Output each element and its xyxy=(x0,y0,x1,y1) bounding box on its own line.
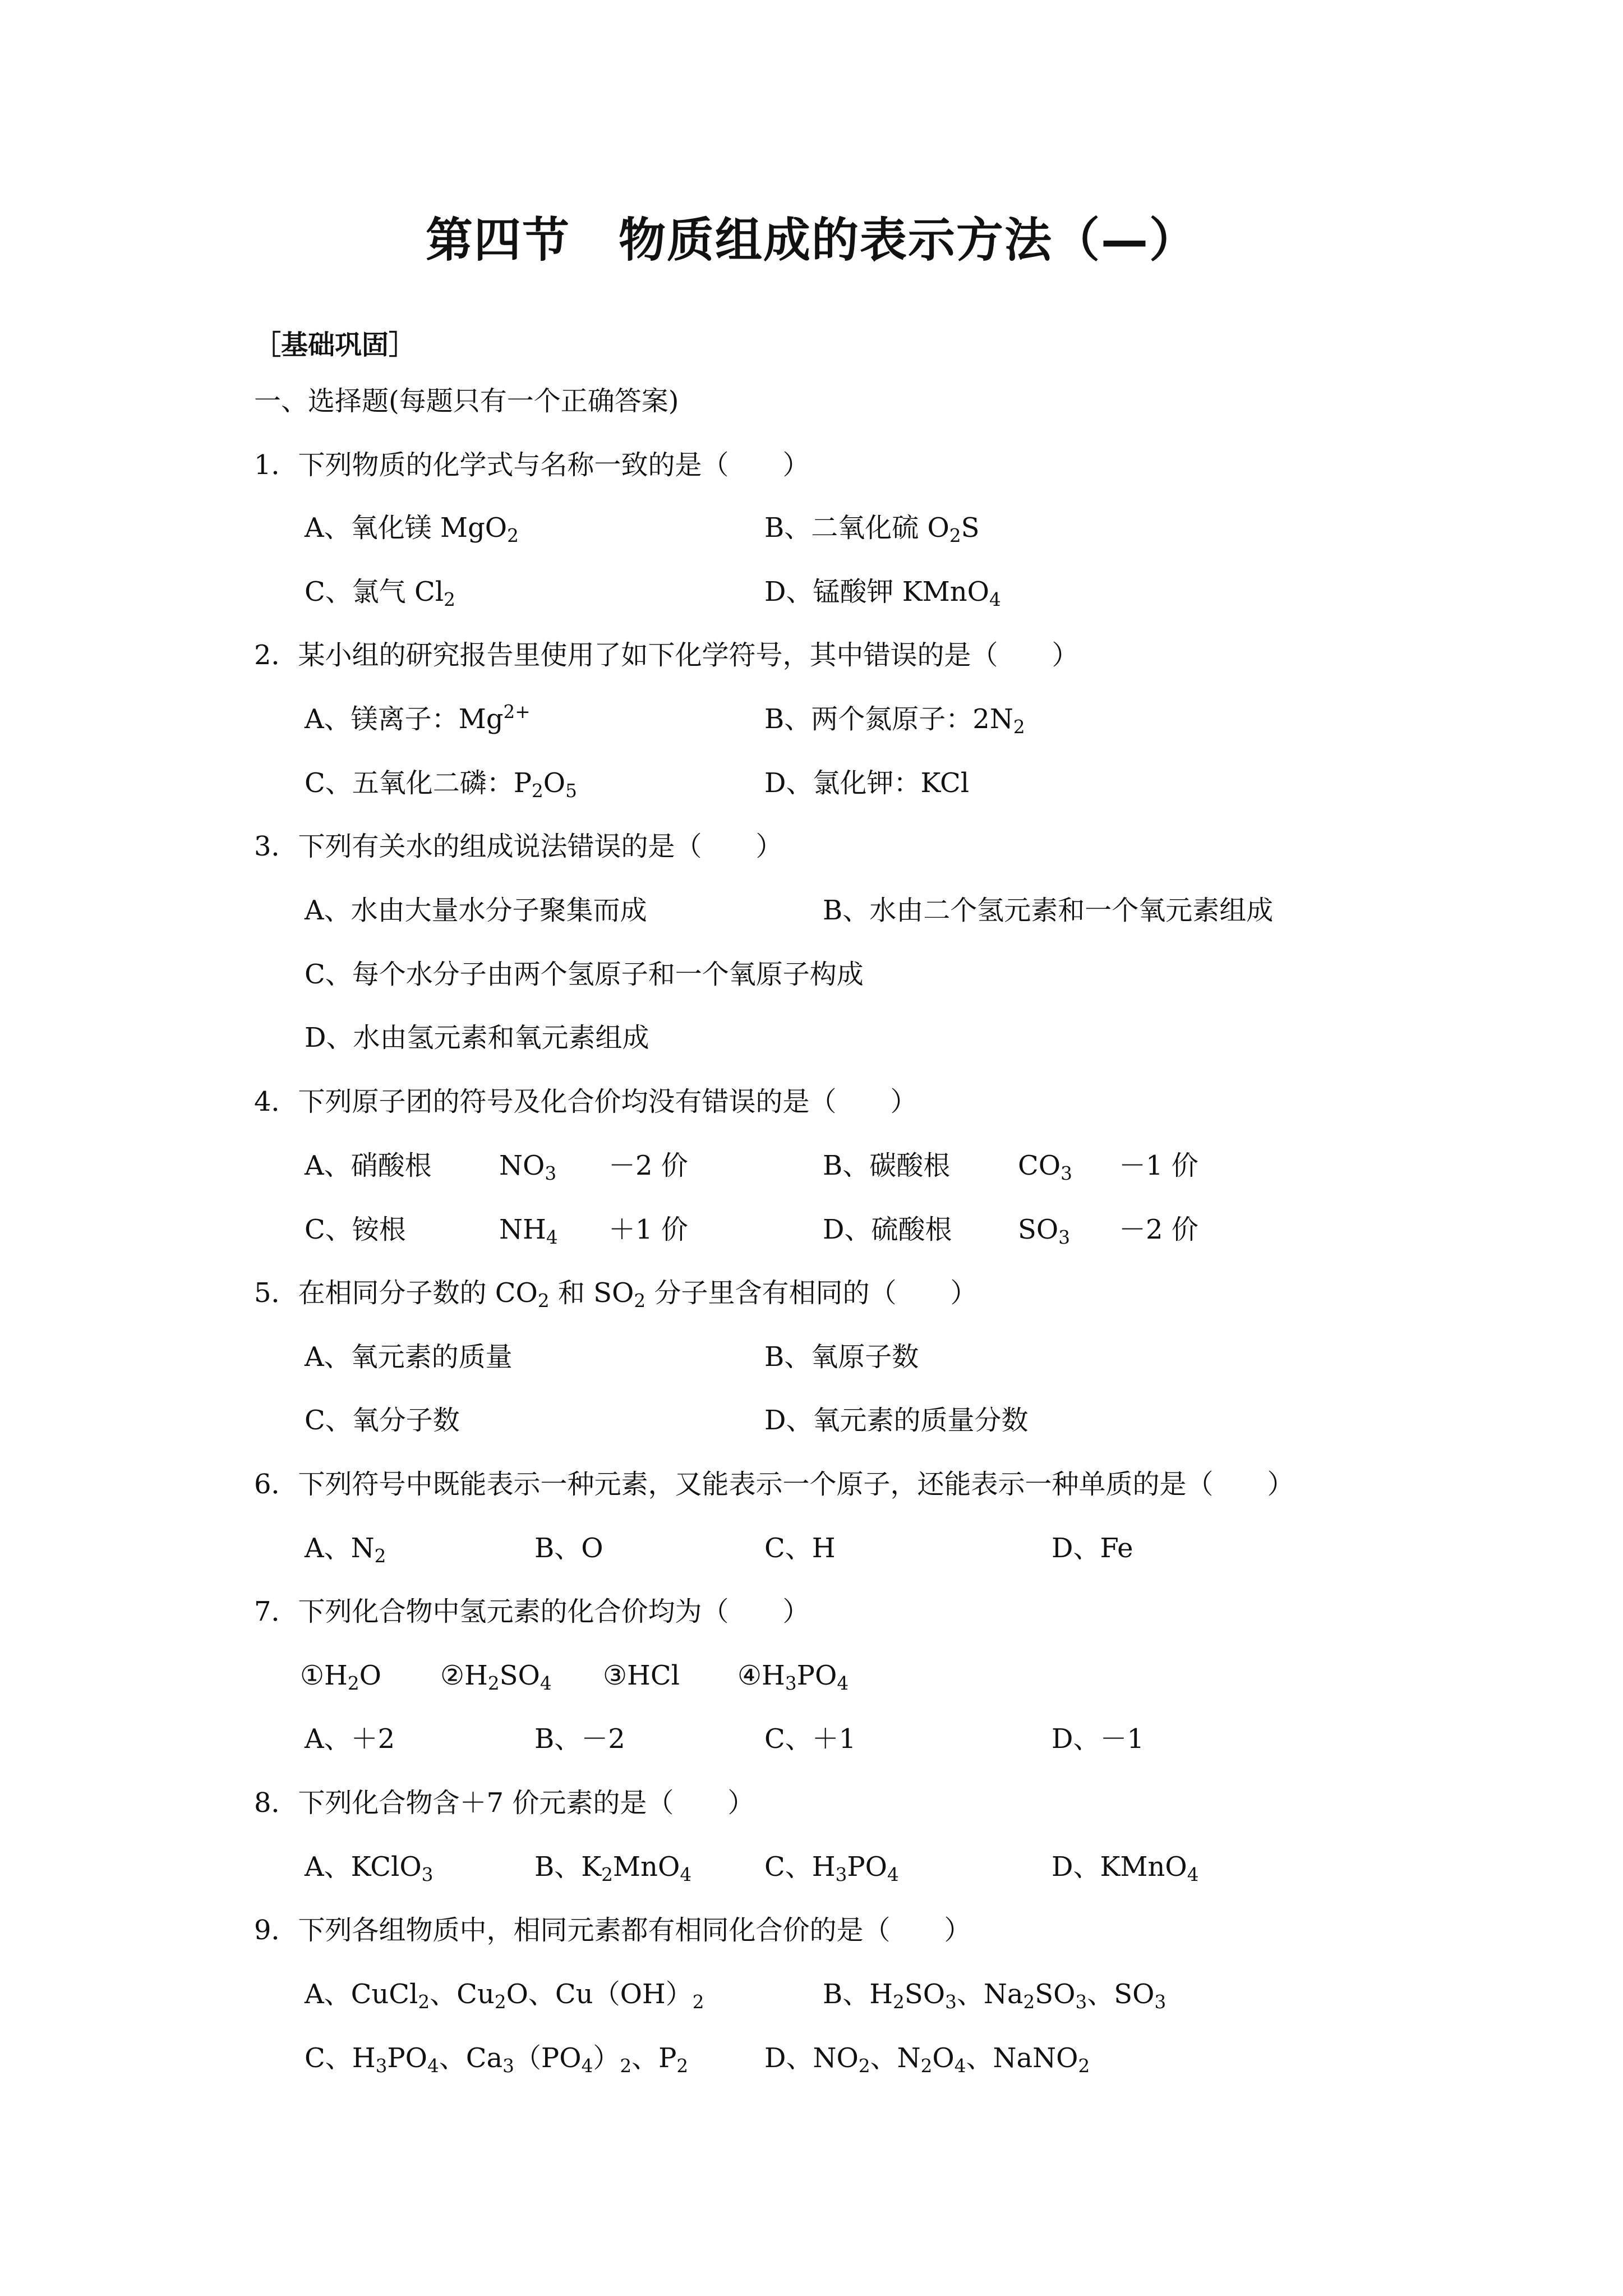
question-1-option-b: B、二氧化硫 $O_2S$ xyxy=(764,512,980,547)
question-2-option-b: B、两个氮原子：$2N_2$ xyxy=(764,703,1025,738)
question-8-option-c: C、$H_3PO_4$ xyxy=(764,1851,899,1886)
question-7-compound-4: $④H_3PO_4$ xyxy=(737,1660,849,1695)
question-2-option-c: C、五氧化二磷：$P_2O_5$ xyxy=(305,767,577,802)
question-7-compound-1: $①H_2O$ xyxy=(300,1660,382,1695)
question-4-option-a-name: A、硝酸根 xyxy=(305,1150,432,1181)
question-4-option-d-valence: －2 价 xyxy=(1119,1214,1198,1245)
question-4-option-b-valence: －1 价 xyxy=(1119,1150,1198,1181)
question-7-option-d: D、－1 xyxy=(1052,1723,1145,1755)
question-4-option-b-name: B、碳酸根 xyxy=(823,1150,951,1181)
question-4-option-d-formula: $SO_3$ xyxy=(1018,1214,1070,1249)
question-7-option-a: A、＋2 xyxy=(305,1723,395,1755)
question-4-stem: 4．下列原子团的符号及化合价均没有错误的是（ ） xyxy=(254,1086,917,1117)
question-4-option-a-valence: －2 价 xyxy=(608,1150,688,1181)
question-7-stem: 7．下列化合物中氢元素的化合价均为（ ） xyxy=(254,1596,810,1627)
question-3-option-a: A、水由大量水分子聚集而成 xyxy=(305,895,647,926)
question-2-option-a: A、镁离子：$Mg^{2+}$ xyxy=(305,701,531,735)
question-8-option-a: A、KClO$_3$ xyxy=(305,1851,434,1886)
question-9-option-c: C、$H_3PO_4$、$Ca_3(PO_4)_2$、$P_2$ xyxy=(305,2042,689,2077)
question-5-option-b: B、氧原子数 xyxy=(764,1341,919,1373)
question-2-stem: 2．某小组的研究报告里使用了如下化学符号，其中错误的是（ ） xyxy=(254,639,1079,671)
question-6-option-b: B、O xyxy=(534,1533,603,1564)
question-7-compound-2: $②H_2SO_4$ xyxy=(440,1660,552,1695)
question-9-option-a: A、CuCl$_2$、$Cu_2O$、$Cu(OH)_2$ xyxy=(305,1978,704,2013)
question-3-option-b: B、水由二个氢元素和一个氧元素组成 xyxy=(823,895,1274,926)
question-6-option-c: C、H xyxy=(764,1533,836,1564)
question-7-option-c: C、＋1 xyxy=(764,1723,856,1755)
question-4-option-c-valence: ＋1 价 xyxy=(608,1214,688,1245)
question-8-option-d: D、KMnO$_4$ xyxy=(1052,1851,1199,1886)
question-5-option-a: A、氧元素的质量 xyxy=(305,1341,513,1373)
question-3-stem: 3．下列有关水的组成说法错误的是（ ） xyxy=(254,831,783,862)
question-4-option-c-name: C、铵根 xyxy=(305,1214,406,1245)
question-3-option-d: D、水由氢元素和氧元素组成 xyxy=(305,1022,649,1053)
question-1-option-d: D、锰酸钾 KMnO$_4$ xyxy=(764,576,1001,611)
question-1-option-c: C、氯气 $Cl_2$ xyxy=(305,576,455,611)
question-2-option-d: D、氯化钾：KCl xyxy=(764,767,970,799)
question-4-option-c-formula: $NH_4$ xyxy=(499,1214,558,1249)
question-3-option-c: C、每个水分子由两个氢原子和一个氧原子构成 xyxy=(305,959,864,990)
section-heading: ［基础巩固］ xyxy=(254,329,416,361)
question-4-option-b-formula: $CO_3$ xyxy=(1018,1150,1072,1185)
question-5-stem: 5．在相同分子数的 $CO_2$ 和 $SO_2$ 分子里含有相同的（ ） xyxy=(254,1277,978,1312)
question-1-option-a: A、氧化镁 MgO$_2$ xyxy=(305,512,519,547)
question-8-stem: 8．下列化合物含＋7 价元素的是（ ） xyxy=(254,1787,755,1819)
question-6-option-a: A、$N_2$ xyxy=(305,1533,386,1567)
question-9-stem: 9．下列各组物质中，相同元素都有相同化合价的是（ ） xyxy=(254,1915,971,1946)
question-4-option-d-name: D、硫酸根 xyxy=(823,1214,952,1245)
page-title: 第四节 物质组成的表示方法（—） xyxy=(425,213,1197,268)
question-7-option-b: B、－2 xyxy=(534,1723,625,1755)
question-9-option-b: B、$H_2SO_3$、$Na_2SO_3$、$SO_3$ xyxy=(823,1978,1166,2013)
question-5-option-c: C、氧分子数 xyxy=(305,1405,460,1436)
question-8-option-b: B、$K_2MnO_4$ xyxy=(534,1851,692,1886)
question-6-option-d: D、Fe xyxy=(1052,1533,1133,1564)
question-4-option-a-formula: $NO_3$ xyxy=(499,1150,557,1185)
question-9-option-d: D、$NO_2$、$N_2O_4$、NaNO$_2$ xyxy=(764,2042,1090,2077)
question-1-stem: 1．下列物质的化学式与名称一致的是（ ） xyxy=(254,449,810,481)
question-7-compound-3: ③HCl xyxy=(603,1660,680,1691)
part-heading: 一、选择题(每题只有一个正确答案) xyxy=(254,385,679,417)
question-5-option-d: D、氧元素的质量分数 xyxy=(764,1405,1029,1436)
question-6-stem: 6．下列符号中既能表示一种元素，又能表示一个原子，还能表示一种单质的是（ ） xyxy=(254,1469,1294,1500)
